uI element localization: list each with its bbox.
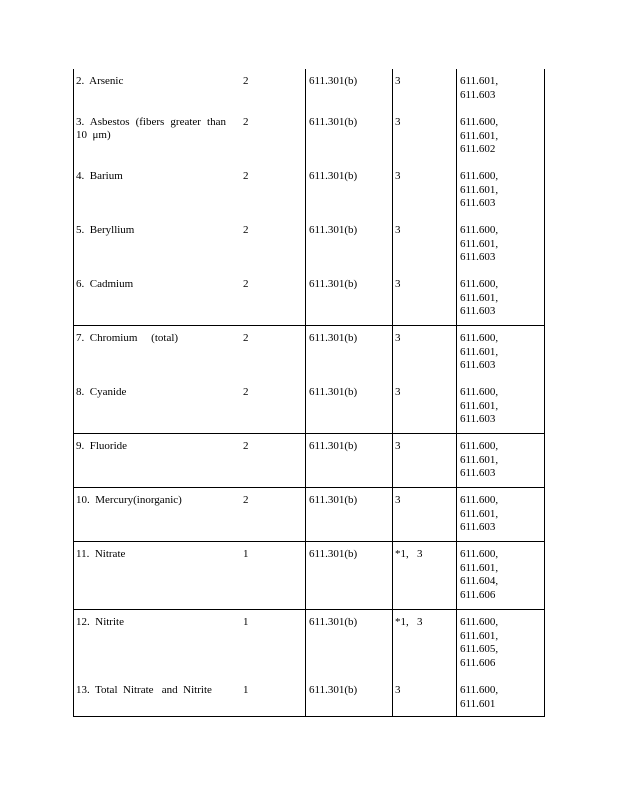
group-value: 2 bbox=[243, 75, 249, 87]
row-divider bbox=[73, 487, 545, 488]
code-value: 3 bbox=[395, 170, 401, 182]
row-divider bbox=[73, 609, 545, 610]
group-value: 2 bbox=[243, 224, 249, 236]
section-value: 611.301(b) bbox=[309, 224, 358, 236]
contaminant-name-continued: 10 μm) bbox=[76, 129, 111, 141]
contaminant-name: 7. Chromium (total) bbox=[76, 332, 179, 344]
contaminant-name: 11. Nitrate bbox=[76, 548, 126, 560]
code-value: 3 bbox=[395, 332, 401, 344]
references-value: 611.600, 611.601, 611.604, 611.606 bbox=[460, 548, 499, 601]
table-bottom-border bbox=[73, 716, 545, 717]
section-value: 611.301(b) bbox=[309, 386, 358, 398]
section-value: 611.301(b) bbox=[309, 684, 358, 696]
column-divider-2 bbox=[392, 69, 393, 717]
section-value: 611.301(b) bbox=[309, 616, 358, 628]
references-value: 611.600, 611.601 bbox=[460, 684, 499, 710]
row-divider bbox=[73, 325, 545, 326]
group-value: 2 bbox=[243, 386, 249, 398]
references-value: 611.601, 611.603 bbox=[460, 75, 499, 101]
section-value: 611.301(b) bbox=[309, 170, 358, 182]
section-value: 611.301(b) bbox=[309, 494, 358, 506]
column-divider-1 bbox=[305, 69, 306, 717]
references-value: 611.600, 611.601, 611.605, 611.606 bbox=[460, 616, 499, 669]
code-value: *1, 3 bbox=[395, 548, 423, 560]
references-value: 611.600, 611.601, 611.603 bbox=[460, 332, 499, 371]
group-value: 2 bbox=[243, 278, 249, 290]
row-divider bbox=[73, 541, 545, 542]
group-value: 2 bbox=[243, 116, 249, 128]
contaminant-name: 5. Beryllium bbox=[76, 224, 135, 236]
column-divider-3 bbox=[456, 69, 457, 717]
contaminant-name: 8. Cyanide bbox=[76, 386, 127, 398]
section-value: 611.301(b) bbox=[309, 548, 358, 560]
group-value: 1 bbox=[243, 616, 249, 628]
references-value: 611.600, 611.601, 611.603 bbox=[460, 170, 499, 209]
table-right-border bbox=[544, 69, 545, 717]
row-divider bbox=[73, 433, 545, 434]
references-value: 611.600, 611.601, 611.603 bbox=[460, 278, 499, 317]
code-value: 3 bbox=[395, 386, 401, 398]
section-value: 611.301(b) bbox=[309, 278, 358, 290]
section-value: 611.301(b) bbox=[309, 75, 358, 87]
contaminant-name: 10. Mercury(inorganic) bbox=[76, 494, 182, 506]
code-value: 3 bbox=[395, 116, 401, 128]
contaminant-name: 12. Nitrite bbox=[76, 616, 124, 628]
code-value: 3 bbox=[395, 440, 401, 452]
contaminant-name: 6. Cadmium bbox=[76, 278, 134, 290]
code-value: 3 bbox=[395, 224, 401, 236]
group-value: 2 bbox=[243, 440, 249, 452]
section-value: 611.301(b) bbox=[309, 332, 358, 344]
code-value: 3 bbox=[395, 75, 401, 87]
references-value: 611.600, 611.601, 611.602 bbox=[460, 116, 499, 155]
table-left-border bbox=[73, 69, 74, 717]
references-value: 611.600, 611.601, 611.603 bbox=[460, 224, 499, 263]
code-value: *1, 3 bbox=[395, 616, 423, 628]
group-value: 1 bbox=[243, 684, 249, 696]
contaminant-name: 3. Asbestos (fibers greater than bbox=[76, 116, 226, 128]
group-value: 2 bbox=[243, 494, 249, 506]
contaminant-name: 2. Arsenic bbox=[76, 75, 124, 87]
references-value: 611.600, 611.601, 611.603 bbox=[460, 440, 499, 479]
contaminant-name: 9. Fluoride bbox=[76, 440, 128, 452]
contaminant-name: 4. Barium bbox=[76, 170, 123, 182]
contaminant-name: 13. Total Nitrate and Nitrite bbox=[76, 684, 212, 696]
section-value: 611.301(b) bbox=[309, 116, 358, 128]
group-value: 2 bbox=[243, 170, 249, 182]
code-value: 3 bbox=[395, 684, 401, 696]
group-value: 2 bbox=[243, 332, 249, 344]
code-value: 3 bbox=[395, 494, 401, 506]
code-value: 3 bbox=[395, 278, 401, 290]
section-value: 611.301(b) bbox=[309, 440, 358, 452]
references-value: 611.600, 611.601, 611.603 bbox=[460, 494, 499, 533]
references-value: 611.600, 611.601, 611.603 bbox=[460, 386, 499, 425]
group-value: 1 bbox=[243, 548, 249, 560]
